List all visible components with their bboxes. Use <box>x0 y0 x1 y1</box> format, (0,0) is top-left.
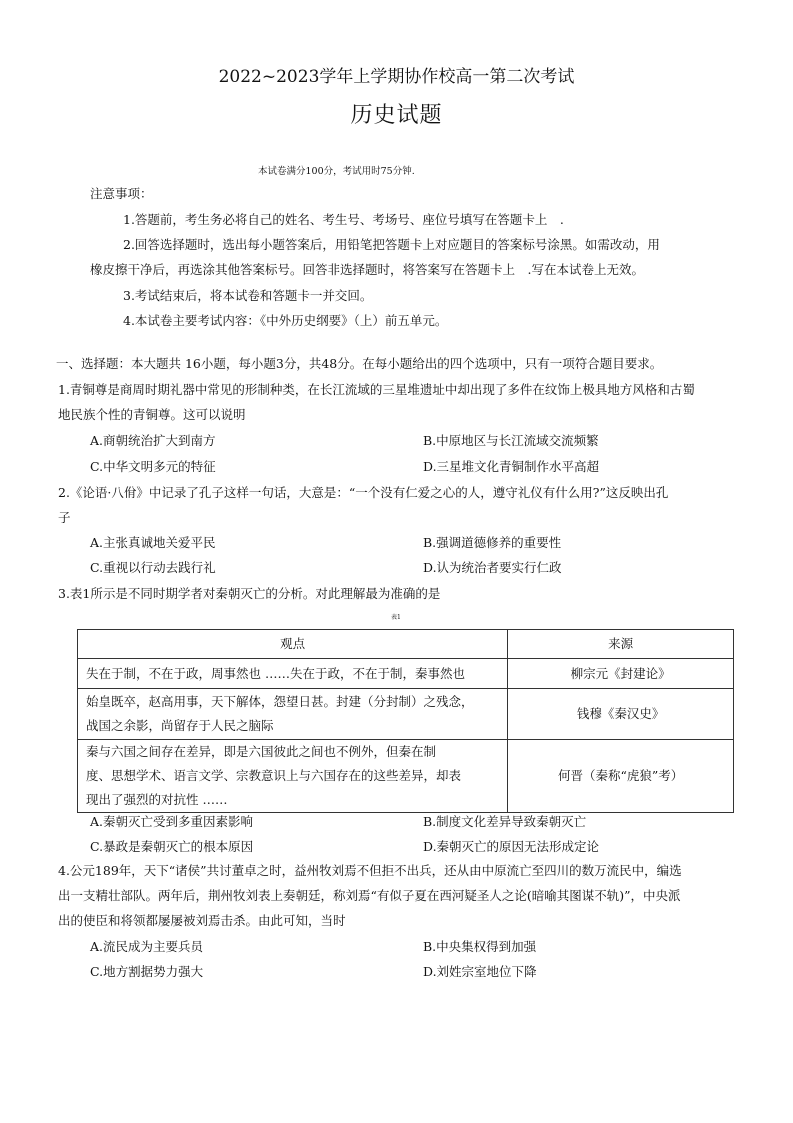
question-1-line: 1.青铜尊是商周时期礼器中常见的形制种类，在长江流域的三星堆遗址中却出现了多件在纹饰上极具地方风格和古蜀 <box>58 382 695 397</box>
notice-item: 3.考试结束后，将本试卷和答题卡一并交回。 <box>123 288 373 303</box>
view-line: 现出了强烈的对抗性 …… <box>86 792 228 807</box>
notice-item: 橡皮擦干净后，再选涂其他答案标号。回答非选择题时，将答案写在答题卡上 .写在本试卷上无效。 <box>90 262 644 277</box>
table-row <box>78 740 734 813</box>
table-row <box>78 659 734 689</box>
table-cell-source: 何晋（秦称“虎狼”考） <box>508 740 734 813</box>
view-line: 失在于制，不在于政，周事然也 ……失在于政，不在于制，秦事然也 <box>86 665 465 681</box>
table-caption: 表1 <box>391 614 401 621</box>
question-3-option-a: A.秦朝灭亡受到多重因素影响 <box>90 814 254 829</box>
view-line: 度、思想学术、语言文学、宗教意识上与六国存在的这些差异，却表 <box>86 768 462 783</box>
question-4-line: 4.公元189年，天下“诸侯”共讨董卓之时，益州牧刘焉不但拒不出兵，还从由中原流亡至四川的数万流民中，编选 <box>58 863 682 878</box>
table-cell-view <box>78 740 508 813</box>
question-3-line: 3.表1所示是不同时期学者对秦朝灭亡的分析。对此理解最为准确的是 <box>58 586 441 601</box>
question-4-option-c: C.地方割据势力强大 <box>90 964 204 979</box>
question-1-option-c: C.中华文明多元的特征 <box>90 459 216 474</box>
notice-item: 4.本试卷主要考试内容：《中外历史纲要》（上）前五单元。 <box>123 313 448 328</box>
table-header-source: 来源 <box>508 630 734 659</box>
question-2-option-b: B.强调道德修养的重要性 <box>423 535 562 550</box>
exam-meta: 本试卷满分100分，考试用时75分钟. <box>258 166 415 177</box>
view-line: 始皇既卒，赵高用事，天下解体，怨望日甚。封建（分封制）之残念， <box>86 694 474 709</box>
table-cell-source: 柳宗元《封建论》 <box>508 659 734 689</box>
question-1-option-a: A.商朝统治扩大到南方 <box>90 433 216 448</box>
question-4-option-a: A.流民成为主要兵员 <box>90 939 204 954</box>
question-4-option-b: B.中央集权得到加强 <box>423 939 537 954</box>
view-line: 战国之余影，尚留存于人民之脑际 <box>86 718 274 733</box>
notice-heading: 注意事项： <box>90 186 153 201</box>
question-1-line: 地民族个性的青铜尊。这可以说明 <box>58 407 246 422</box>
question-1-option-b: B.中原地区与长江流域交流频繁 <box>423 433 599 448</box>
table-row <box>78 689 734 740</box>
question-3-option-b: B.制度文化差异导致秦朝灭亡 <box>423 814 587 829</box>
table-cell-view <box>78 659 508 689</box>
question-2-option-d: D.认为统治者要实行仁政 <box>423 560 562 575</box>
question-4-line: 出的使臣和将领都屡屡被刘焉击杀。由此可知，当时 <box>58 913 346 928</box>
subject-title: 历史试题 <box>350 103 443 128</box>
notice-item: 1.答题前，考生务必将自己的姓名、考生号、考场号、座位号填写在答题卡上 . <box>123 212 564 227</box>
view-line: 秦与六国之间存在差异，即是六国彼此之间也不例外，但秦在制 <box>86 744 437 759</box>
table-header-row <box>78 630 734 659</box>
notice-item: 2.回答选择题时，选出每小题答案后，用铅笔把答题卡上对应题目的答案标号涂黑。如需改动，用 <box>123 237 660 252</box>
table-cell-view <box>78 689 508 740</box>
exam-title: 2022~2023学年上学期协作校高一第二次考试 <box>218 67 575 87</box>
question-2-option-a: A.主张真诚地关爱平民 <box>90 535 216 550</box>
question-2-line: 2.《论语·八佾》中记录了孔子这样一句话，大意是：“一个没有仁爱之心的人，遵守礼仪有什么用?”这反映出孔 <box>58 485 669 500</box>
table-header-view: 观点 <box>78 630 508 659</box>
analysis-table <box>77 629 734 813</box>
question-4-option-d: D.刘姓宗室地位下降 <box>423 964 537 979</box>
question-3-option-c: C.暴政是秦朝灭亡的根本原因 <box>90 839 254 854</box>
question-2-option-c: C.重视以行动去践行礼 <box>90 560 216 575</box>
question-2-line: 子 <box>58 510 71 525</box>
table-cell-source: 钱穆《秦汉史》 <box>508 689 734 740</box>
question-3-option-d: D.秦朝灭亡的原因无法形成定论 <box>423 839 600 854</box>
question-4-line: 出一支精壮部队。两年后，荆州牧刘表上奏朝廷，称刘焉“有似子夏在西河疑圣人之论(暗喻其图谋不轨)”，中央派 <box>58 888 681 903</box>
question-1-option-d: D.三星堆文化青铜制作水平高超 <box>423 459 600 474</box>
section-heading: 一、选择题：本大题共 16小题，每小题3分，共48分。在每小题给出的四个选项中，只有一项符合题目要求。 <box>56 356 663 371</box>
